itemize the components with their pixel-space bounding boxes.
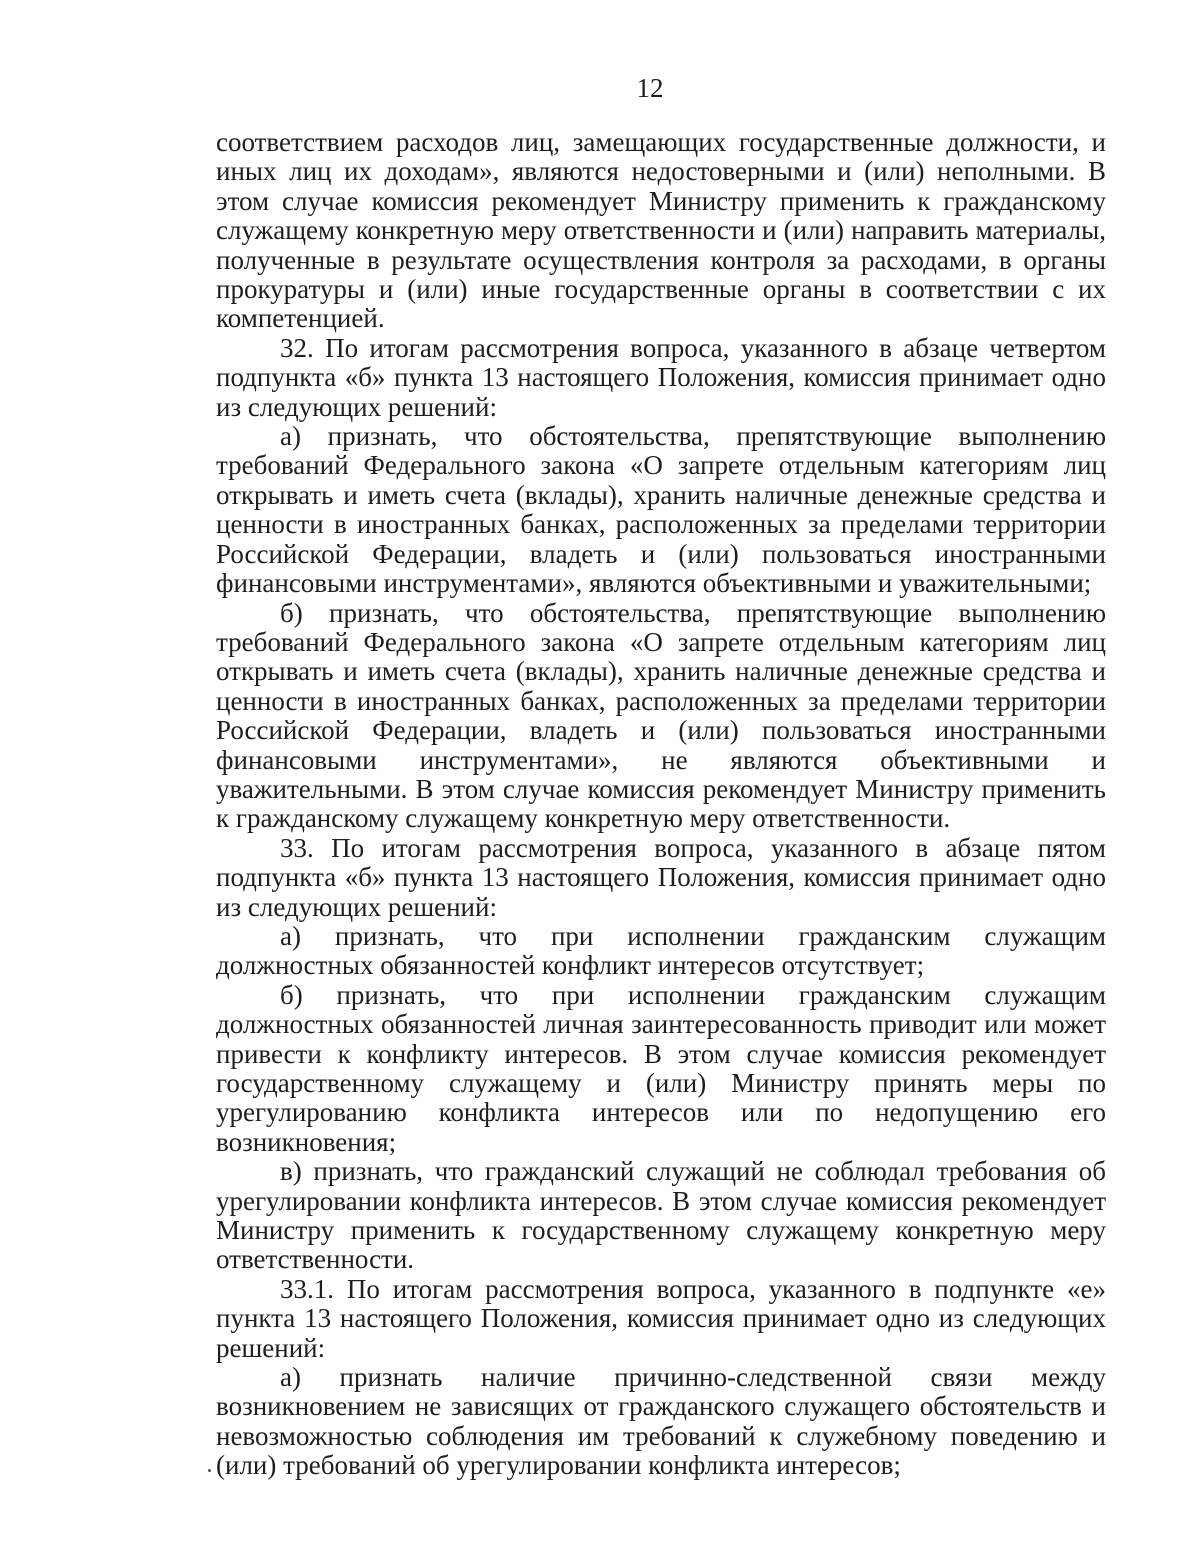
- paragraph-item-32: 32. По итогам рассмотрения вопроса, указанного в абзаце четвертом подпункта «б» пункта 13 настоящего Положения, комиссия принимает одно из следующих решений:: [216, 332, 1106, 422]
- page-number: 12: [636, 73, 664, 103]
- paragraph-32-b: б) признать, что обстоятельства, препятствующие выполнению требований Федерального закона «О запрете отдельным категориям лиц открывать и иметь счета (вклады), хранить наличные денежные средства и ценности в иностранных банках, расположенных за пределами территории Российской Федерации, владеть и (или) пользоваться иностранными финансовыми инструментами», не являются объективными и уважительными. В этом случае комиссия рекомендует Министру применить к гражданскому служащему конкретную меру ответственности.: [216, 597, 1106, 834]
- paragraph-item-33-1: 33.1. По итогам рассмотрения вопроса, указанного в подпункте «е» пункта 13 настоящего Положения, комиссия принимает одно из следующих решений:: [216, 1273, 1106, 1363]
- paragraph-33-v: в) признать, что гражданский служащий не соблюдал требования об урегулировании конфликта интересов. В этом случае комиссия рекомендует Министру применить к государственному служащему конкретную меру ответственности.: [216, 1156, 1106, 1275]
- scan-artifact-dot: [208, 1469, 211, 1472]
- paragraph-32-a: а) признать, что обстоятельства, препятствующие выполнению требований Федерального закона «О запрете отдельным категориям лиц открывать и иметь счета (вклады), хранить наличные денежные средства и ценности в иностранных банках, расположенных за пределами территории Российской Федерации, владеть и (или) пользоваться иностранными финансовыми инструментами», являются объективными и уважительными;: [216, 421, 1106, 599]
- paragraph-item-33: 33. По итогам рассмотрения вопроса, указанного в абзаце пятом подпункта «б» пункта 13 настоящего Положения, комиссия принимает одно из следующих решений:: [216, 832, 1106, 922]
- paragraph-33-1-a: а) признать наличие причинно-следственной связи между возникновением не зависящих от гражданского служащего обстоятельств и невозможностью соблюдения им требований к служебному поведению и (или) требований об урегулировании конфликта интересов;: [216, 1362, 1106, 1481]
- document-body: [216, 128, 1106, 1481]
- paragraph-continuation: соответствием расходов лиц, замещающих государственные должности, и иных лиц их доходам», являются недостоверными и (или) неполными. В этом случае комиссия рекомендует Министру применить к гражданскому служащему конкретную меру ответственности и (или) направить материалы, полученные в результате осуществления контроля за расходами, в органы прокуратуры и (или) иные государственные органы в соответствии с их компетенцией.: [216, 127, 1106, 334]
- paragraph-33-a: а) признать, что при исполнении гражданским служащим должностных обязанностей конфликт интересов отсутствует;: [216, 920, 1106, 981]
- paragraph-33-b: б) признать, что при исполнении гражданским служащим должностных обязанностей личная заинтересованность приводит или может привести к конфликту интересов. В этом случае комиссия рекомендует государственному служащему и (или) Министру принять меры по урегулированию конфликта интересов или по недопущению его возникновения;: [216, 979, 1106, 1157]
